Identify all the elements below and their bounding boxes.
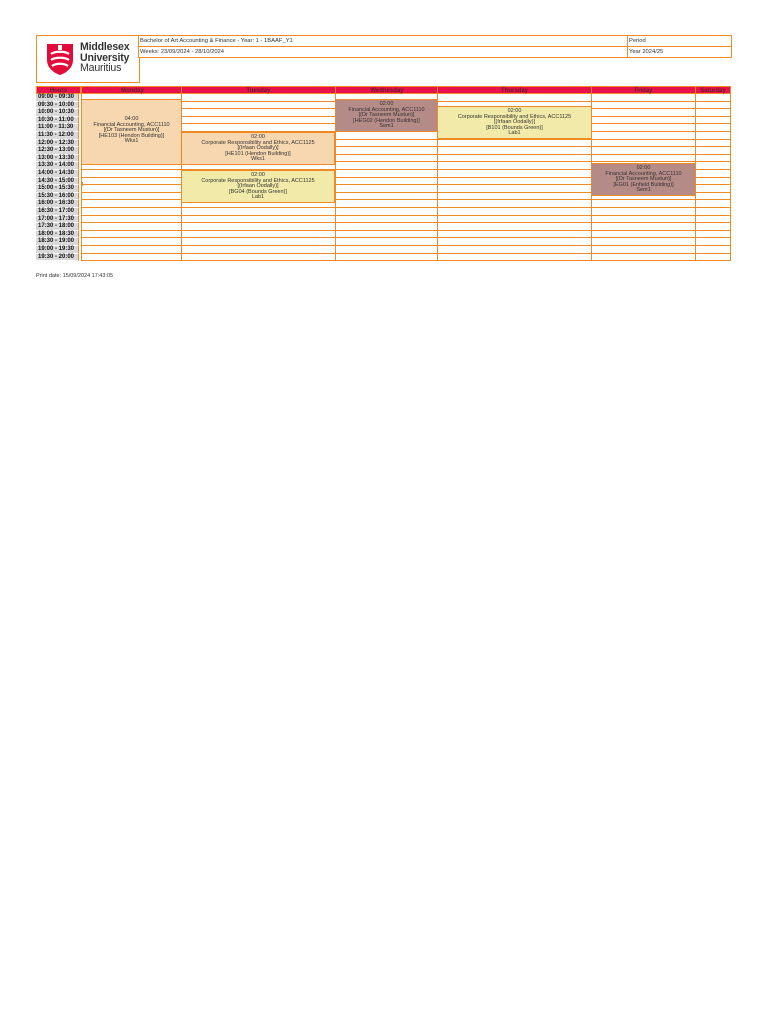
schedule-cell[interactable] bbox=[437, 185, 592, 193]
event-duration: 02:00 bbox=[507, 108, 522, 114]
event-thursday[interactable] bbox=[437, 106, 592, 139]
schedule-cell[interactable] bbox=[695, 246, 731, 254]
logo-line-2: University bbox=[80, 51, 130, 64]
event-lecturer: [(Dr Tasneem Mustun)] bbox=[358, 112, 415, 119]
schedule-cell[interactable] bbox=[81, 200, 182, 208]
schedule-cell[interactable] bbox=[695, 132, 731, 140]
schedule-cell[interactable] bbox=[591, 155, 696, 163]
schedule-cell[interactable] bbox=[695, 155, 731, 163]
logo-line-1: Middlesex bbox=[80, 41, 130, 53]
event-type: Sem1 bbox=[379, 123, 394, 130]
col-header-thursday: Thursday bbox=[437, 86, 592, 94]
event-type: Wks1 bbox=[124, 138, 139, 145]
schedule-cell[interactable] bbox=[437, 223, 592, 231]
time-slot: 13:30 - 14:00 bbox=[36, 162, 79, 170]
time-slot: 11:00 - 11:30 bbox=[36, 124, 79, 132]
schedule-cell[interactable] bbox=[695, 231, 731, 239]
time-slot: 11:30 - 12:00 bbox=[36, 132, 79, 140]
schedule-cell[interactable] bbox=[695, 216, 731, 224]
time-slot: 10:00 - 10:30 bbox=[36, 109, 79, 117]
academic-year: Year 2024/25 bbox=[627, 46, 732, 58]
event-course: Corporate Responsibility and Ethics, ACC1125 bbox=[201, 139, 315, 146]
schedule-cell[interactable] bbox=[181, 231, 336, 239]
schedule-cell[interactable] bbox=[591, 147, 696, 155]
schedule-cell[interactable] bbox=[437, 140, 592, 148]
event-room: [B101 (Bounds Green)] bbox=[486, 124, 543, 131]
schedule-cell[interactable] bbox=[437, 238, 592, 246]
time-slot: 09:30 - 10:00 bbox=[36, 102, 79, 110]
event-duration: 02:00 bbox=[379, 101, 394, 107]
schedule-cell[interactable] bbox=[181, 109, 336, 117]
schedule-cell[interactable] bbox=[181, 238, 336, 246]
schedule-cell[interactable] bbox=[591, 200, 696, 208]
schedule-cell[interactable] bbox=[591, 254, 696, 262]
event-lecturer: [(Irfaan Oodally)] bbox=[237, 183, 279, 190]
event-room: [HE101 (Hendon Building)] bbox=[225, 150, 291, 157]
time-slot: 14:00 - 14:30 bbox=[36, 170, 79, 178]
schedule-cell[interactable] bbox=[335, 132, 438, 140]
schedule-cell[interactable] bbox=[695, 117, 731, 125]
schedule-cell[interactable] bbox=[81, 170, 182, 178]
event-course: Financial Accounting, ACC1110 bbox=[93, 121, 170, 128]
schedule-cell[interactable] bbox=[335, 238, 438, 246]
schedule-cell[interactable] bbox=[335, 185, 438, 193]
schedule-cell[interactable] bbox=[181, 216, 336, 224]
time-slot: 16:30 - 17:00 bbox=[36, 208, 79, 216]
schedule-cell[interactable] bbox=[437, 147, 592, 155]
event-duration: 02:00 bbox=[251, 172, 265, 178]
period-label: Period bbox=[627, 35, 732, 47]
schedule-cell[interactable] bbox=[591, 109, 696, 117]
schedule-cell[interactable] bbox=[591, 117, 696, 125]
schedule-cell[interactable] bbox=[695, 223, 731, 231]
schedule-cell[interactable] bbox=[335, 155, 438, 163]
event-lecturer: [(Dr Tasneem Mustun)] bbox=[615, 176, 672, 183]
time-slot: 13:00 - 13:30 bbox=[36, 155, 79, 163]
schedule-cell[interactable] bbox=[181, 254, 336, 262]
event-room: [EG01 (Enfield Building)] bbox=[613, 181, 674, 188]
time-slot: 18:30 - 19:00 bbox=[36, 238, 79, 246]
schedule-cell[interactable] bbox=[181, 117, 336, 125]
print-date: Print date: 15/09/2024 17:43:05 bbox=[36, 273, 114, 279]
time-slot: 17:00 - 17:30 bbox=[36, 216, 79, 224]
col-header-friday: Friday bbox=[591, 86, 696, 94]
time-slot: 16:00 - 16:30 bbox=[36, 200, 79, 208]
program-title: Bachelor of Art Accounting & Finance - Year: 1 - 1BAAF_Y1 bbox=[138, 35, 628, 47]
time-slot: 14:30 - 15:00 bbox=[36, 178, 79, 186]
schedule-cell[interactable] bbox=[335, 254, 438, 262]
event-room: [HEG02 (Hendon Building)] bbox=[353, 117, 420, 124]
schedule-cell[interactable] bbox=[181, 223, 336, 231]
schedule-cell[interactable] bbox=[695, 178, 731, 186]
schedule-cell[interactable] bbox=[591, 246, 696, 254]
schedule-cell[interactable] bbox=[335, 208, 438, 216]
schedule-cell[interactable] bbox=[437, 200, 592, 208]
schedule-cell[interactable] bbox=[81, 208, 182, 216]
schedule-cell[interactable] bbox=[437, 155, 592, 163]
logo-line-3: Mauritius bbox=[80, 62, 122, 74]
event-course: Corporate Responsibility and Ethics, ACC1125 bbox=[201, 177, 315, 184]
event-wednesday[interactable] bbox=[335, 99, 438, 132]
schedule-cell[interactable] bbox=[335, 193, 438, 201]
event-duration: 02:00 bbox=[251, 134, 265, 140]
schedule-cell[interactable] bbox=[437, 208, 592, 216]
schedule-cell[interactable] bbox=[335, 162, 438, 170]
university-logo bbox=[36, 35, 140, 83]
event-duration: 04:00 bbox=[124, 116, 139, 122]
time-slot: 17:30 - 18:00 bbox=[36, 223, 79, 231]
schedule-cell[interactable] bbox=[695, 254, 731, 262]
event-tuesday-2[interactable] bbox=[181, 170, 335, 203]
logo-wordmark bbox=[80, 42, 129, 74]
event-duration: 02:00 bbox=[636, 165, 651, 171]
schedule-cell[interactable] bbox=[335, 231, 438, 239]
time-slot: 15:00 - 15:30 bbox=[36, 185, 79, 193]
schedule-cell[interactable] bbox=[695, 208, 731, 216]
weeks-range: Weeks: 23/09/2024 - 28/10/2024 bbox=[138, 46, 628, 58]
schedule-cell[interactable] bbox=[695, 238, 731, 246]
col-header-monday: Monday bbox=[81, 86, 184, 94]
schedule-cell[interactable] bbox=[695, 124, 731, 132]
col-header-hours: Hours bbox=[36, 86, 81, 94]
schedule-cell[interactable] bbox=[591, 132, 696, 140]
time-slot: 18:00 - 18:30 bbox=[36, 231, 79, 239]
time-slot: 15:30 - 16:00 bbox=[36, 193, 79, 201]
schedule-cell[interactable] bbox=[695, 193, 731, 201]
schedule-cell[interactable] bbox=[81, 223, 182, 231]
schedule-cell[interactable] bbox=[591, 124, 696, 132]
schedule-cell[interactable] bbox=[335, 216, 438, 224]
event-monday[interactable] bbox=[81, 99, 182, 165]
schedule-cell[interactable] bbox=[695, 102, 731, 110]
schedule-cell[interactable] bbox=[695, 147, 731, 155]
schedule-cell[interactable] bbox=[181, 246, 336, 254]
schedule-cell[interactable] bbox=[591, 102, 696, 110]
schedule-cell[interactable] bbox=[591, 216, 696, 224]
schedule-cell[interactable] bbox=[437, 254, 592, 262]
schedule-cell[interactable] bbox=[81, 193, 182, 201]
schedule-cell[interactable] bbox=[695, 140, 731, 148]
event-type: Lab1 bbox=[508, 130, 521, 137]
schedule-cell[interactable] bbox=[437, 162, 592, 170]
schedule-cell[interactable] bbox=[437, 246, 592, 254]
schedule-cell[interactable] bbox=[591, 208, 696, 216]
schedule-cell[interactable] bbox=[591, 231, 696, 239]
col-header-tuesday: Tuesday bbox=[181, 86, 336, 94]
event-friday[interactable] bbox=[591, 163, 696, 196]
event-type: Lab1 bbox=[251, 194, 265, 201]
event-type: Sem1 bbox=[636, 187, 651, 194]
shield-icon bbox=[45, 42, 75, 76]
schedule-cell[interactable] bbox=[591, 140, 696, 148]
schedule-cell[interactable] bbox=[335, 200, 438, 208]
event-course: Corporate Responsibility and Ethics, ACC1125 bbox=[457, 113, 572, 120]
schedule-cell[interactable] bbox=[181, 124, 336, 132]
schedule-cell[interactable] bbox=[695, 170, 731, 178]
schedule-cell[interactable] bbox=[181, 208, 336, 216]
schedule-cell[interactable] bbox=[181, 94, 336, 102]
event-tuesday-1[interactable] bbox=[181, 132, 335, 165]
schedule-cell[interactable] bbox=[81, 231, 182, 239]
schedule-cell[interactable] bbox=[695, 109, 731, 117]
event-room: [HE103 (Hendon Building)] bbox=[98, 132, 165, 139]
schedule-cell[interactable] bbox=[591, 94, 696, 102]
schedule-cell[interactable] bbox=[437, 94, 592, 102]
schedule-cell[interactable] bbox=[81, 185, 182, 193]
schedule-cell[interactable] bbox=[335, 178, 438, 186]
time-slot: 12:00 - 12:30 bbox=[36, 140, 79, 148]
event-lecturer: [(Dr Tasneem Mustun)] bbox=[103, 127, 160, 134]
schedule-cell[interactable] bbox=[81, 246, 182, 254]
schedule-cell[interactable] bbox=[437, 170, 592, 178]
schedule-cell[interactable] bbox=[695, 185, 731, 193]
schedule-cell[interactable] bbox=[81, 238, 182, 246]
schedule-cell[interactable] bbox=[591, 223, 696, 231]
time-slot: 12:30 - 13:00 bbox=[36, 147, 79, 155]
schedule-cell[interactable] bbox=[81, 178, 182, 186]
schedule-cell[interactable] bbox=[437, 178, 592, 186]
time-slot: 19:00 - 19:30 bbox=[36, 246, 79, 254]
schedule-cell[interactable] bbox=[591, 238, 696, 246]
schedule-cell[interactable] bbox=[335, 170, 438, 178]
time-slot: 10:30 - 11:00 bbox=[36, 117, 79, 125]
event-room: [BG04 (Bounds Green)] bbox=[229, 188, 287, 195]
schedule-cell[interactable] bbox=[695, 94, 731, 102]
schedule-cell[interactable] bbox=[335, 246, 438, 254]
schedule-cell[interactable] bbox=[335, 140, 438, 148]
schedule-cell[interactable] bbox=[437, 231, 592, 239]
event-lecturer: [(Irfaan Oodally)] bbox=[494, 119, 535, 126]
event-course: Financial Accounting, ACC1110 bbox=[605, 170, 682, 177]
time-slot: 19:30 - 20:00 bbox=[36, 254, 79, 262]
schedule-cell[interactable] bbox=[81, 254, 182, 262]
schedule-cell[interactable] bbox=[181, 102, 336, 110]
event-lecturer: [(Irfaan Oodally)] bbox=[237, 145, 279, 152]
event-type: Wks1 bbox=[251, 156, 265, 163]
schedule-cell[interactable] bbox=[695, 200, 731, 208]
event-monday[interactable] bbox=[81, 182, 83, 186]
col-header-saturday: Saturday bbox=[695, 86, 731, 94]
schedule-cell[interactable] bbox=[81, 216, 182, 224]
schedule-cell[interactable] bbox=[335, 223, 438, 231]
event-course: Financial Accounting, ACC1110 bbox=[348, 106, 425, 113]
schedule-cell[interactable] bbox=[695, 162, 731, 170]
schedule-cell[interactable] bbox=[437, 216, 592, 224]
time-slot: 09:00 - 09:30 bbox=[36, 94, 79, 102]
schedule-cell[interactable] bbox=[335, 147, 438, 155]
schedule-cell[interactable] bbox=[437, 193, 592, 201]
col-header-wednesday: Wednesday bbox=[335, 86, 439, 94]
timetable-header bbox=[36, 35, 731, 82]
